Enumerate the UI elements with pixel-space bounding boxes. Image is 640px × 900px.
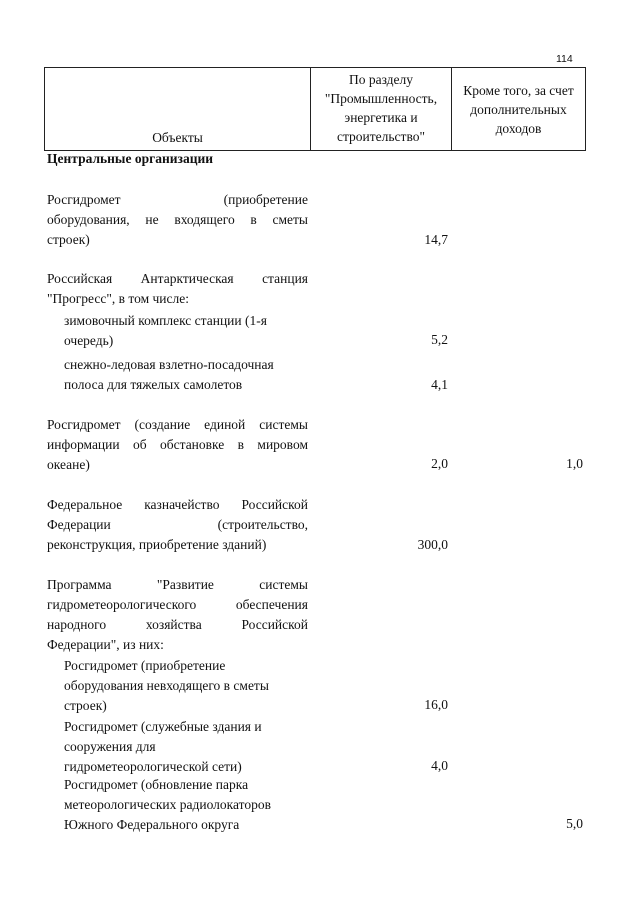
row-label-line: полоса для тяжелых самолетов bbox=[64, 377, 243, 392]
row-label-line: Федерации (строительство, bbox=[47, 517, 308, 532]
row-label-line: океане) bbox=[47, 457, 90, 472]
row-label-line: Росгидромет (обновление парка bbox=[64, 777, 249, 792]
row-extra-value: 1,0 bbox=[566, 456, 583, 471]
row-label-line: гидрометеорологической сети) bbox=[64, 759, 242, 774]
row-label-line: метеорологических радиолокаторов bbox=[64, 797, 272, 812]
row-label-line: Росгидромет (приобретение bbox=[47, 192, 308, 207]
row-label-line: очередь) bbox=[64, 333, 114, 348]
row-label-line: Росгидромет (приобретение bbox=[64, 658, 226, 673]
row-value: 4,1 bbox=[431, 377, 448, 392]
header-extra-line: Кроме того, за счет bbox=[463, 83, 574, 98]
row-label-line: гидрометеорологического обеспечения bbox=[47, 597, 308, 612]
row-label-line: Российская Антарктическая станция bbox=[47, 271, 308, 286]
row-label-line: "Прогресс", в том числе: bbox=[47, 291, 189, 306]
row-label-line: Федерации", из них: bbox=[47, 637, 164, 652]
row-label-line: оборудования невходящего в сметы bbox=[64, 678, 269, 693]
row-label-line: зимовочный комплекс станции (1-я bbox=[64, 313, 267, 328]
header-section-line: энергетика и bbox=[344, 110, 418, 125]
row-label-line: народного хозяйства Российской bbox=[47, 617, 308, 632]
header-top-border bbox=[44, 67, 586, 68]
row-value: 300,0 bbox=[417, 537, 448, 552]
row-value: 4,0 bbox=[431, 758, 448, 773]
row-label-line: Росгидромет (служебные здания и bbox=[64, 719, 262, 734]
row-label-line: Южного Федерального округа bbox=[64, 817, 240, 832]
row-label-line: Росгидромет (создание единой системы bbox=[47, 417, 308, 432]
header-section-line: строительство" bbox=[336, 129, 425, 144]
row-label-line: сооружения для bbox=[64, 739, 156, 754]
header-extra-line: дополнительных bbox=[470, 102, 567, 117]
page-number: 114 bbox=[556, 53, 573, 65]
row-value: 2,0 bbox=[431, 456, 448, 471]
row-label-line: Программа "Развитие системы bbox=[47, 577, 308, 592]
row-label-line: строек) bbox=[64, 698, 107, 713]
row-label-line: информации об обстановке в мировом bbox=[47, 437, 308, 452]
row-label-line: строек) bbox=[47, 232, 90, 247]
row-value: 5,2 bbox=[431, 332, 448, 347]
section-title: Центральные организации bbox=[47, 151, 214, 166]
row-label-line: Федеральное казначейство Российской bbox=[47, 497, 308, 512]
header-section-line: "Промышленность, bbox=[324, 91, 438, 106]
header-section-line: По разделу bbox=[348, 72, 414, 87]
header-objects: Объекты bbox=[152, 130, 203, 145]
row-extra-value: 5,0 bbox=[566, 816, 583, 831]
row-value: 16,0 bbox=[424, 697, 448, 712]
header-right-border bbox=[585, 67, 586, 151]
header-extra-line: доходов bbox=[495, 121, 542, 136]
row-label-line: снежно-ледовая взлетно-посадочная bbox=[64, 357, 274, 372]
row-label-line: оборудования, не входящего в сметы bbox=[47, 212, 308, 227]
row-value: 14,7 bbox=[424, 232, 448, 247]
row-label-line: реконструкция, приобретение зданий) bbox=[47, 537, 267, 552]
